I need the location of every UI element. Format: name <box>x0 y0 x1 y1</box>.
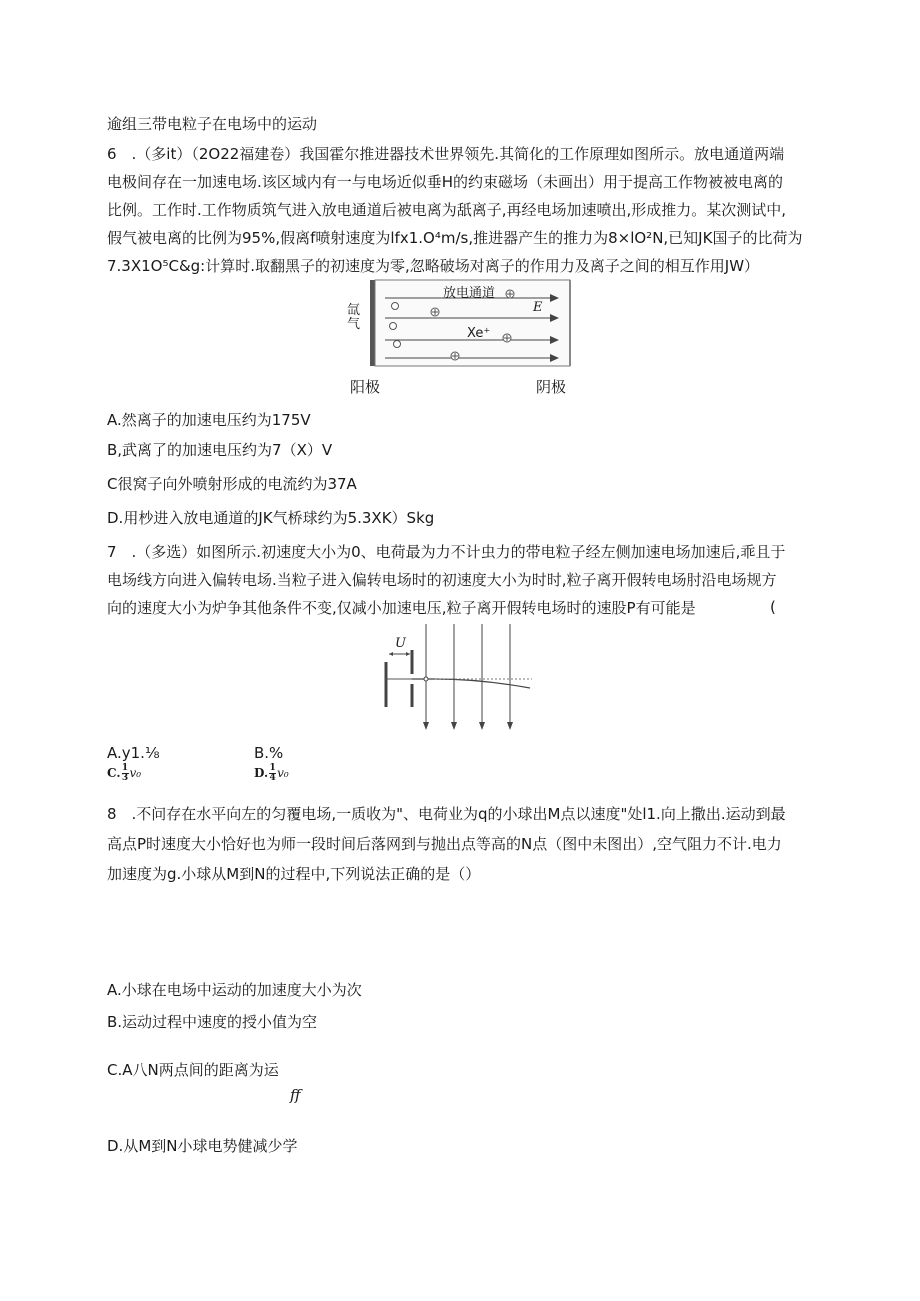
q8-line-2: 高点P时速度大小恰好也为师一段时间后落网到与抛出点等高的N点（图中未图出）,空气阻力不计.电力 <box>107 835 782 853</box>
section-title: 逾组三带电粒子在电场中的运动 <box>107 115 318 133</box>
q8-option-b: B.运动过程中速度的授小值为空 <box>107 1013 318 1031</box>
channel-label: 放电通道 <box>443 286 496 301</box>
q6-line-5: 7.3X1O⁵C&g:计算时.取翻黑子的初速度为零,忽略破场对离子的作用力及离子之间的相互作用JW） <box>107 257 760 275</box>
q7-answer-paren: ( <box>770 598 776 616</box>
q7-option-d: D. $\frac{1}{4}$ v₀ <box>254 763 289 783</box>
gas-label: 氙气 <box>347 303 361 332</box>
cathode-label: 阴极 <box>536 378 567 396</box>
field-label: E <box>533 300 543 315</box>
q8-line-3: 加速度为g.小球从M到N的过程中,下列说法正确的是（） <box>107 865 481 883</box>
q7-line-3: 向的速度大小为炉争其他条件不变,仅减小加速电压,粒子离开假转电场时的速股P有可能是 <box>107 599 696 617</box>
q6-option-a: A.然离子的加速电压约为175V <box>107 411 311 429</box>
q6-option-b: B,武离了的加速电压约为7（X）V <box>107 441 333 459</box>
q7-option-a: A.y1.⅛ <box>107 744 160 762</box>
q6-option-c: C很窝子向外喷射形成的电流约为37A <box>107 475 357 493</box>
q6-line-2: 电极间存在一加速电场.该区域内有一与电场近似垂H的约束磁场（未画出）用于提高工作物被被电离的 <box>107 173 784 191</box>
q6-line-3: 比例。工作时.工作物质筑气进入放电通道后被电离为舐离子,再经电场加速喷出,形成推力。某次测试中, <box>107 201 787 219</box>
q7-line-1: 7 .（多选）如图所示.初速度大小为0、电荷最为力不计虫力的带电粒子经左侧加速电场加速后,乖且于 <box>107 543 786 561</box>
voltage-label: U <box>395 636 406 651</box>
q8-line-1: 8 .不问存在水平向左的匀覆电场,一质收为"、电荷业为q的小球出M点以速度"处l1.向上撒出.运动到最 <box>107 805 786 823</box>
deflection-field-figure <box>380 622 535 734</box>
q8-option-a: A.小球在电场中运动的加速度大小为次 <box>107 981 362 999</box>
anode-label: 阳极 <box>350 378 381 396</box>
hall-thruster-figure <box>345 278 585 370</box>
q8-option-c: C.A八N两点间的距离为运 <box>107 1061 279 1079</box>
q6-line-1: 6 .（多it）（2O22福建卷）我国霍尔推进器技术世界领先.其简化的工作原理如图所示。放电通道两端 <box>107 145 785 163</box>
q7-line-2: 电场线方向进入偏转电场.当粒子进入偏转电场时的初速度大小为时时,粒子离开假转电场肘沿电场规方 <box>107 571 777 589</box>
ion-label: Xe⁺ <box>467 326 491 341</box>
q8-option-d: D.从M到N小球电势健减少学 <box>107 1137 298 1155</box>
q8-stray-text: ff <box>290 1086 301 1104</box>
q7-option-b: B.% <box>254 744 284 762</box>
q7-option-c: C. $\frac{1}{3}$ v₀ <box>107 763 142 783</box>
q6-option-d: D.用杪进入放电通道的JK气桥球约为5.3XK）Skg <box>107 509 435 527</box>
q6-line-4: 假气被电离的比例为95%,假离f喷射速度为lfx1.O⁴m/s,推进器产生的推力为8×lO²N,已知JK国子的比荷为 <box>107 229 803 247</box>
